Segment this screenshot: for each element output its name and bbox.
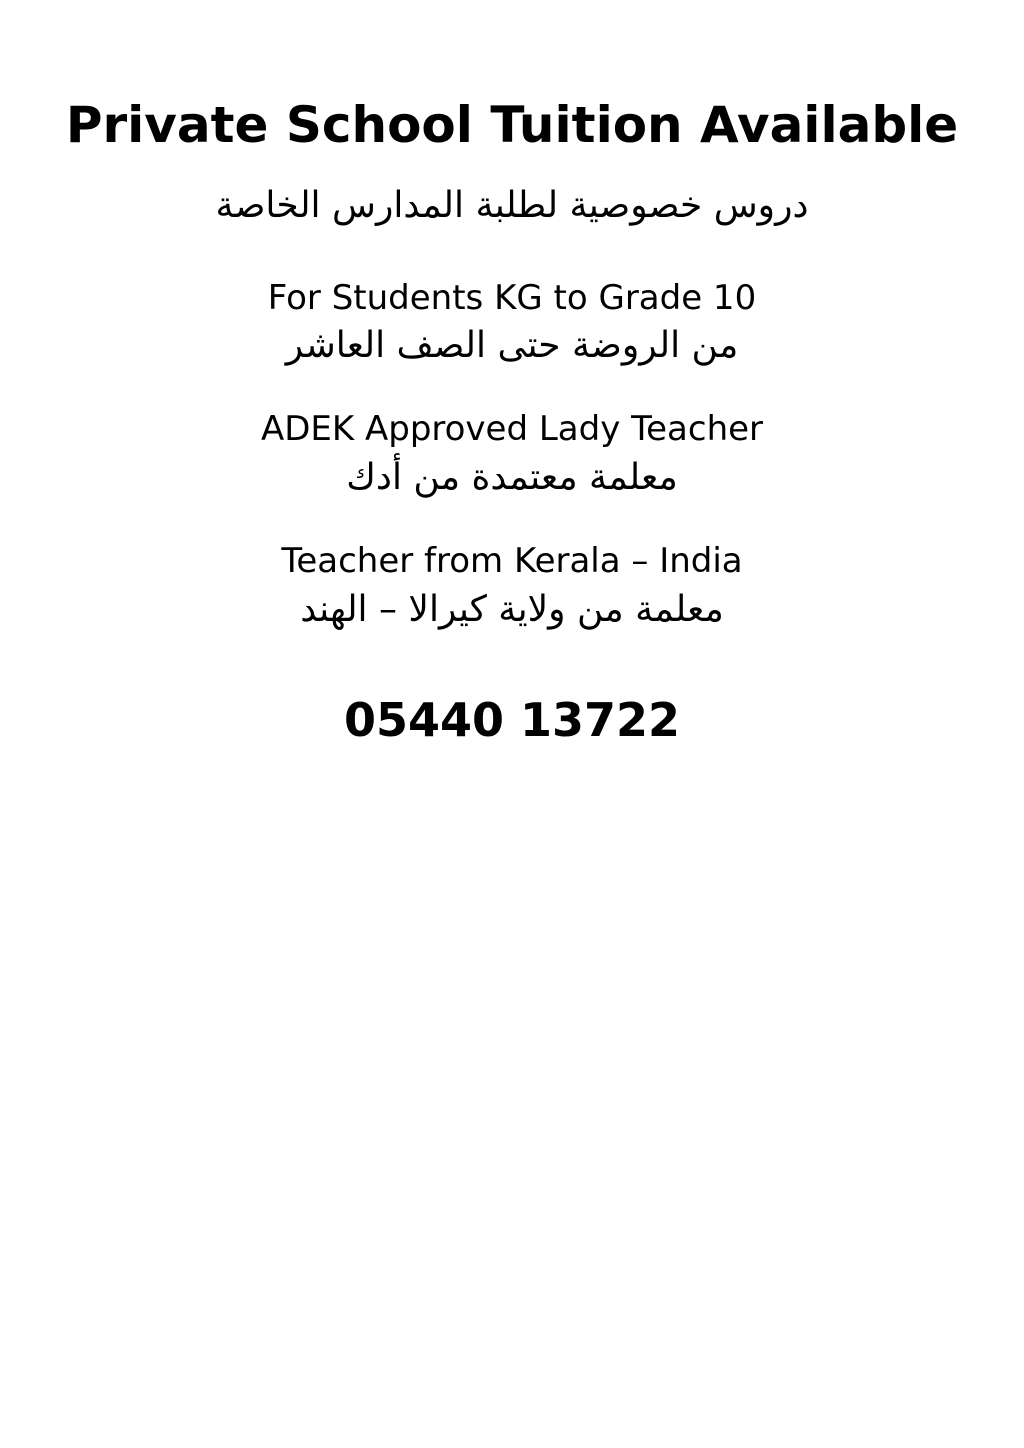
teacher-origin-english: Teacher from Kerala – India — [281, 541, 743, 581]
grade-range-arabic: من الروضة حتى الصف العاشر — [285, 325, 739, 366]
grade-range-english: For Students KG to Grade 10 — [267, 278, 757, 318]
teacher-approval-arabic: معلمة معتمدة من أدك — [346, 457, 678, 498]
teacher-approval-english: ADEK Approved Lady Teacher — [260, 409, 764, 449]
flyer-subtitle-arabic: دروس خصوصية لطلبة المدارس الخاصة — [215, 185, 809, 226]
teacher-origin-arabic: معلمة من ولاية كيرالا – الهند — [300, 589, 724, 630]
flyer-title: Private School Tuition Available — [65, 96, 959, 154]
phone-number: 05440 13722 — [343, 693, 681, 747]
